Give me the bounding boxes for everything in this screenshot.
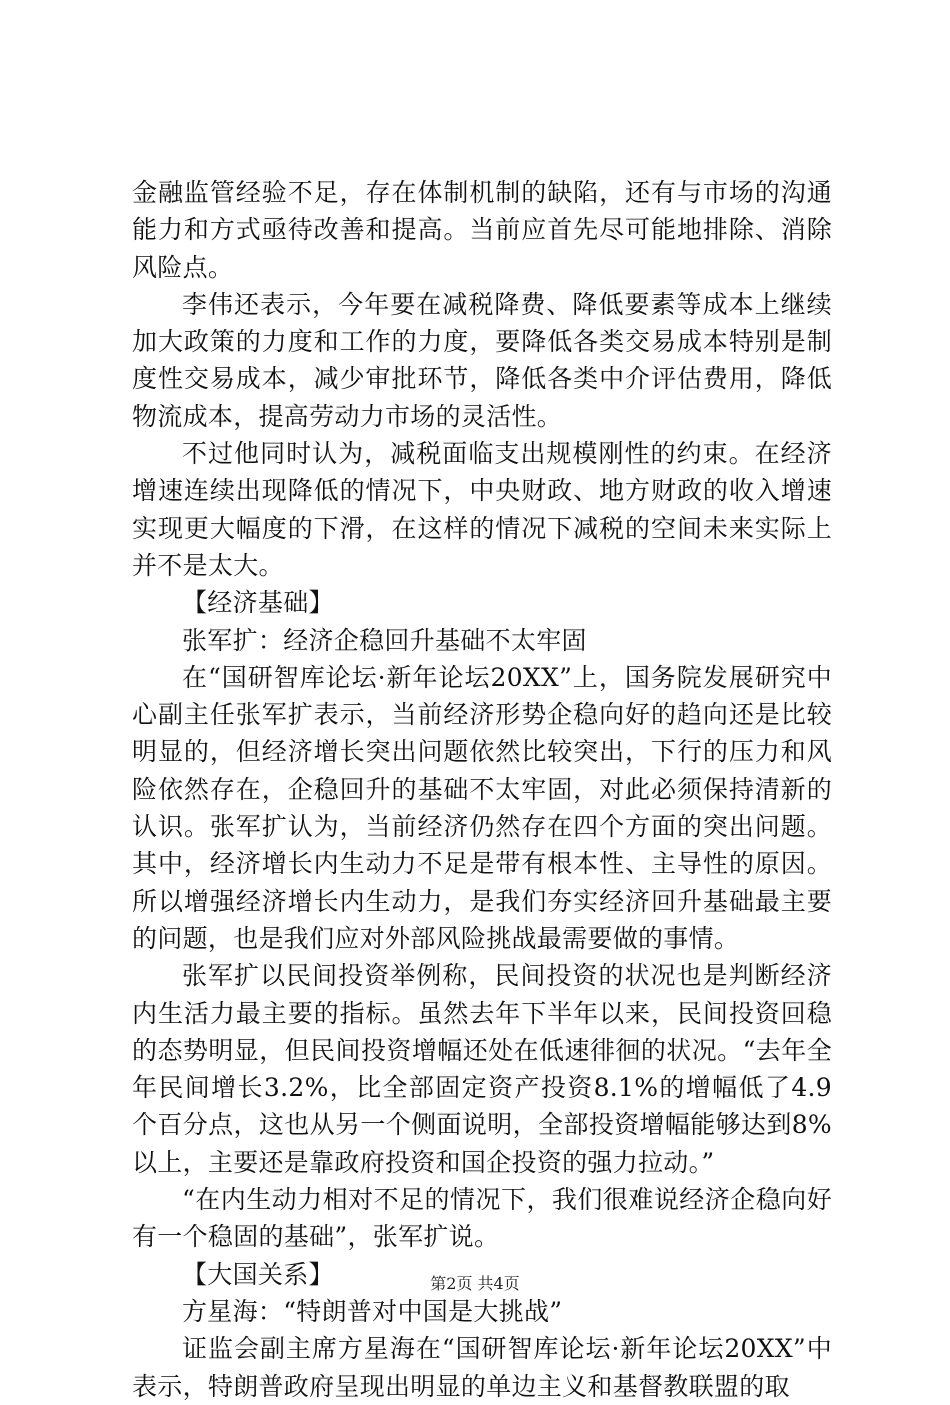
subheading-zhang-junkuo: 张军扩：经济企稳回升基础不太牢固 (182, 625, 587, 655)
section-heading-major-power-relations: 【大国关系】 (182, 1259, 334, 1289)
subheading-fang-xinghai: 方星海：“特朗普对中国是大挑战” (182, 1296, 563, 1326)
paragraph-fang-xinghai-forum: 证监会副主席方星海在“国研智库论坛·新年论坛20XX”中表示，特朗普政府呈现出明显的单边主义和基督教联盟的取 (132, 1334, 832, 1401)
paragraph-zhang-junkuo-forum: 在“国研智库论坛·新年论坛20XX”上，国务院发展研究中心副主任张军扩表示，当前经济形势企稳向好的趋向还是比较明显的，但经济增长突出问题依然比较突出，下行的压力和风险依然存在，企稳回升的基础不太牢固，对此必须保持清新的认识。张军扩认为，当前经济仍然存在四个方面的突出问题。其中，经济增长内生动力不足是带有根本性、主导性的原因。所以增强经济增长内生动力，是我们夯实经济回升基础最主要的问题，也是我们应对外部风险挑战最需要做的事情。 (132, 662, 832, 953)
page-number-footer: 第2页 共4页 (430, 1274, 520, 1293)
paragraph-li-wei-tax: 李伟还表示，今年要在减税降费、降低要素等成本上继续加大政策的力度和工作的力度，要降低各类交易成本特别是制度性交易成本，减少审批环节，降低各类中介评估费用，降低物流成本，提高劳动力市场的灵活性。 (132, 289, 832, 431)
document-body (132, 174, 832, 1405)
paragraph-continuation: 金融监管经验不足，存在体制机制的缺陷，还有与市场的沟通能力和方式亟待改善和提高。当前应首先尽可能地排除、消除风险点。 (132, 178, 832, 282)
paragraph-quote-stability: “在内生动力相对不足的情况下，我们很难说经济企稳向好有一个稳固的基础”，张军扩说。 (132, 1185, 832, 1252)
section-heading-economic-foundation: 【经济基础】 (182, 588, 334, 618)
paragraph-tax-constraint: 不过他同时认为，减税面临支出规模刚性的约束。在经济增速连续出现降低的情况下，中央财政、地方财政的收入增速实现更大幅度的下滑，在这样的情况下减税的空间未来实际上并不是太大。 (132, 439, 832, 580)
paragraph-private-investment: 张军扩以民间投资举例称，民间投资的状况也是判断经济内生活力最主要的指标。虽然去年下半年以来，民间投资回稳的态势明显，但民间投资增幅还处在低速徘徊的状况。“去年全年民间增长3.2%，比全部固定资产投资8.1%的增幅低了4.9个百分点，这也从另一个侧面说明，全部投资增幅能够达到8%以上，主要还是靠政府投资和国企投资的强力拉动。” (132, 961, 832, 1177)
